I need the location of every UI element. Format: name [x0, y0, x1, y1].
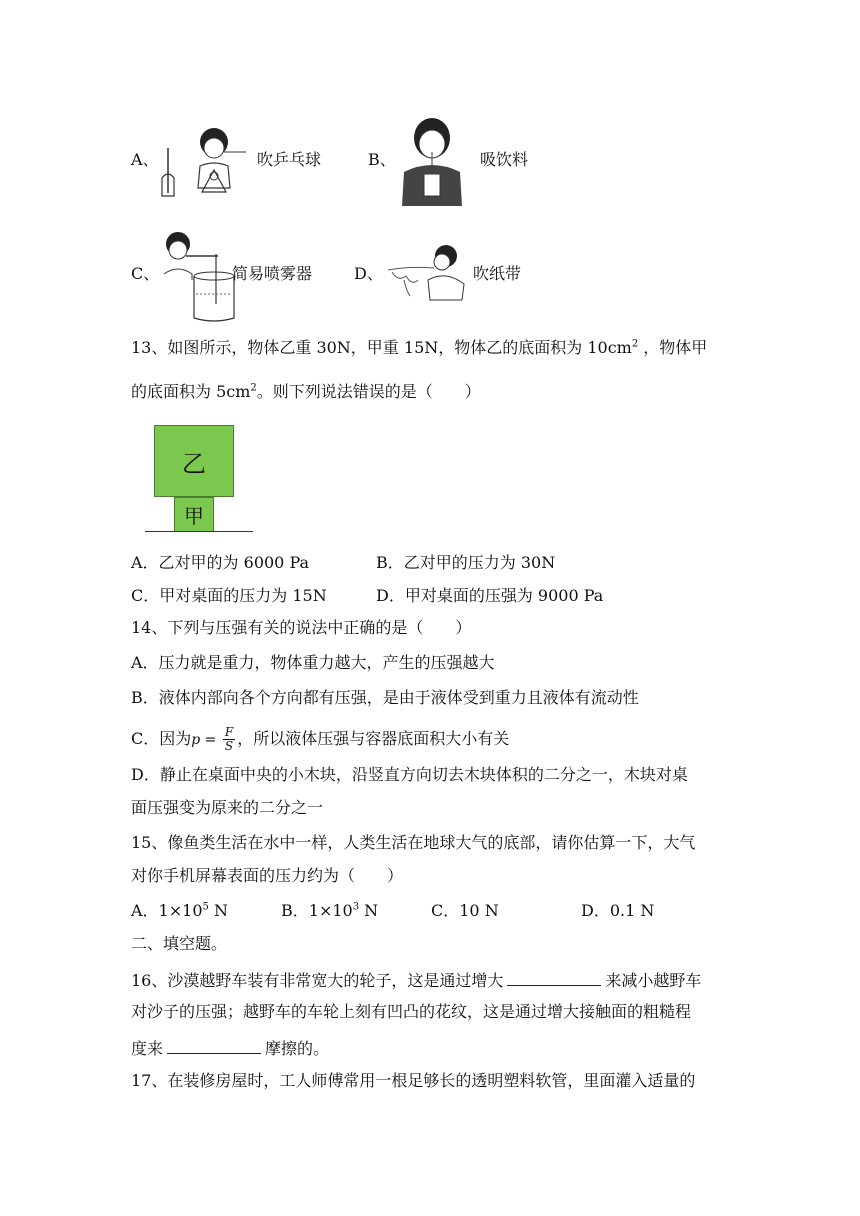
q16-line3: 度来 摩擦的。	[131, 1039, 330, 1058]
option-d-letter: D、	[354, 264, 383, 283]
q13-stem-line1: 13、如图所示，物体乙重 30N，甲重 15N，物体乙的底面积为 $10cm^2$ ，物体甲	[131, 338, 708, 357]
table-surface-line	[145, 531, 253, 532]
q16-line1: 16、沙漠越野车装有非常宽大的轮子，这是通过增大 来减小越野车	[131, 971, 702, 990]
block-yi: 乙	[154, 425, 234, 497]
q16-blank-1[interactable]	[507, 969, 601, 986]
q16-blank-2[interactable]	[167, 1037, 261, 1054]
drink-straw-illustration	[396, 112, 468, 208]
q15-option-b: B．$1\times 10^3$ N	[281, 901, 379, 920]
q15-stem-line1: 15、像鱼类生活在水中一样，人类生活在地球大气的底部，请你估算一下，大气	[131, 833, 696, 852]
q13-option-a: A．乙对甲的为 6000 Pa	[131, 553, 310, 572]
option-a-label: 吹乒乓球	[257, 150, 322, 169]
option-b-label: 吸饮料	[480, 150, 529, 169]
option-c-label: 简易喷雾器	[232, 264, 313, 283]
q14-option-a: A．压力就是重力，物体重力越大，产生的压强越大	[131, 653, 495, 672]
q15-stem-line2: 对你手机屏幕表面的压力约为（ ）	[131, 866, 404, 885]
stacked-blocks-figure	[145, 420, 255, 535]
q17-line1: 17、在装修房屋时，工人师傅常用一根足够长的透明塑料软管，里面灌入适量的	[131, 1071, 696, 1090]
q15-option-c: C．10 N	[431, 901, 499, 920]
q14-option-c: C．因为p = $\frac{F}{S}$ ，所以液体压强与容器底面积大小有关	[131, 725, 510, 753]
q14-stem: 14、下列与压强有关的说法中正确的是（ ）	[131, 618, 472, 637]
blow-paper-strip-illustration	[380, 240, 470, 306]
q16-line2: 对沙子的压强；越野车的车轮上刻有凹凸的花纹，这是通过增大接触面的粗糙程	[131, 1002, 692, 1021]
section-fill-in-heading: 二、填空题。	[131, 934, 228, 953]
formula-lhs: p	[191, 732, 201, 748]
option-c-letter: C、	[131, 264, 160, 283]
pressure-formula-fraction: $\frac{F}{S}$	[224, 725, 234, 753]
q15-option-a: A．$1\times 10^5$ N	[131, 901, 228, 920]
q15-option-d: D．0.1 N	[581, 901, 655, 920]
q13-stem-line2: 的底面积为 $5cm^2$。则下列说法错误的是（ ）	[131, 382, 481, 401]
option-b-letter: B、	[368, 150, 396, 169]
option-d-label: 吹纸带	[473, 264, 522, 283]
simple-sprayer-illustration	[158, 224, 236, 324]
q14-option-d-line1: D．静止在桌面中央的小木块，沿竖直方向切去木块体积的二分之一，木块对桌	[131, 765, 688, 784]
q13-option-d: D．甲对桌面的压强为 9000 Pa	[376, 586, 604, 605]
q13-option-b: B．乙对甲的压力为 30N	[376, 553, 556, 572]
q13-option-c: C．甲对桌面的压力为 15N	[131, 586, 327, 605]
option-a-letter: A、	[131, 150, 159, 169]
blow-pingpong-illustration	[158, 118, 250, 206]
q14-option-b: B．液体内部向各个方向都有压强，是由于液体受到重力且液体有流动性	[131, 688, 639, 707]
q14-option-d-line2: 面压强变为原来的二分之一	[131, 798, 324, 817]
block-jia: 甲	[174, 497, 214, 532]
